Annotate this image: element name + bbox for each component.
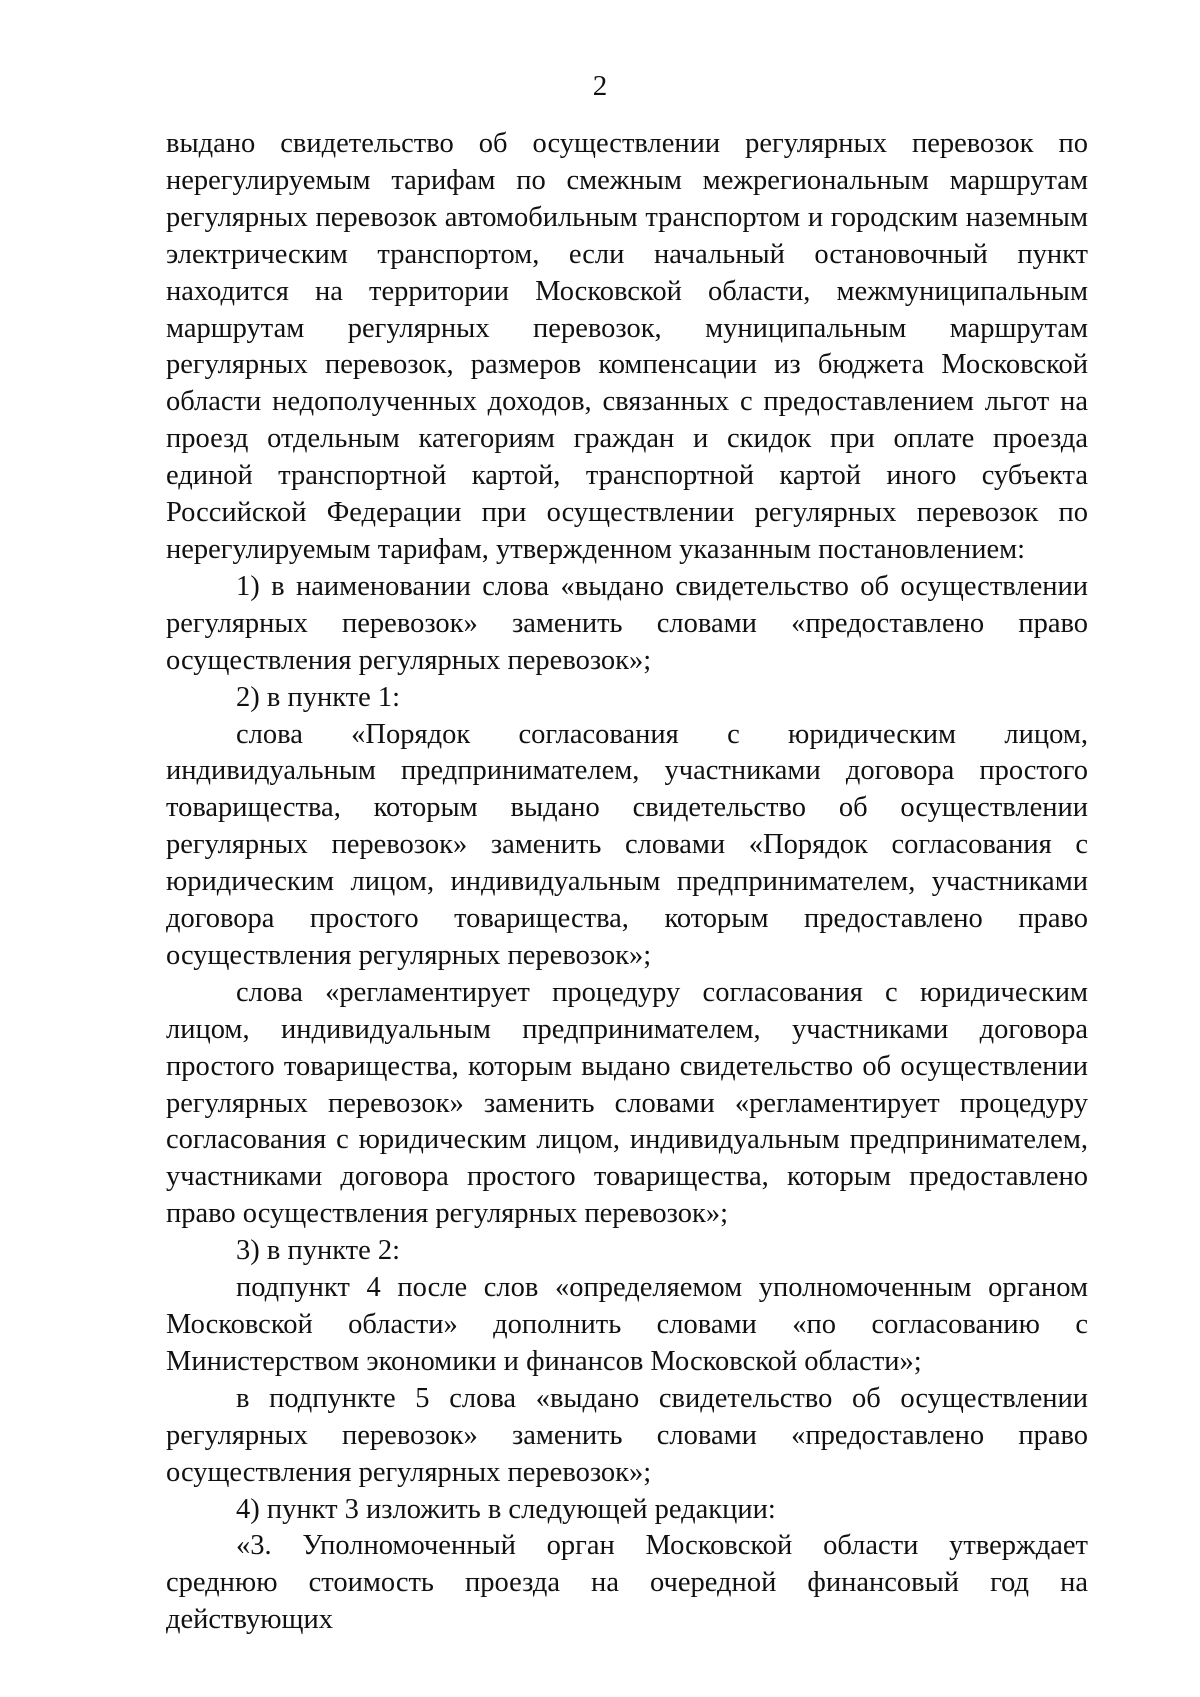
paragraph-item-4-heading: 4) пункт 3 изложить в следующей редакции: xyxy=(236,1493,776,1525)
paragraph-item-3-subpoint-5: в подпункте 5 слова «выдано свидетельство об осуществлении регулярных перевозок» заменить словами «предоставлено право осуществления регулярных перевозок»; xyxy=(166,1382,1088,1488)
paragraph-item-2-words-2: слова «регламентирует процедуру согласования с юридическим лицом, индивидуальным предпринимателем, участниками договора простого товарищества, которым выдано свидетельство об осуществлении регулярных перевозок» заменить словами «регламентирует процедуру согласования с юридическим лицом, индивидуальным предпринимателем, участниками договора простого товарищества, которым предоставлено право осуществления регулярных перевозок»; xyxy=(166,976,1088,1230)
paragraph-item-4-text: «3. Уполномоченный орган Московской области утверждает среднюю стоимость проезда на очередной финансовый год на действующих xyxy=(166,1530,1088,1636)
page-number: 2 xyxy=(592,70,608,102)
paragraph-item-3-heading: 3) в пункте 2: xyxy=(236,1235,401,1267)
paragraph-intro: выдано свидетельство об осуществлении регулярных перевозок по нерегулируемым тарифам по смежным межрегиональным маршрутам регулярных перевозок автомобильным транспортом и городским наземным электрическим транспортом, если начальный остановочный пункт находится на территории Московской области, межмуниципальным маршрутам регулярных перевозок, муниципальным маршрутам регулярных перевозок, размеров компенсации из бюджета Московской области недополученных доходов, связанных с предоставлением льгот на проезд отдельным категориям граждан и скидок при оплате проезда единой транспортной картой, транспортной картой иного субъекта Российской Федерации при осуществлении регулярных перевозок по нерегулируемым тарифам, утвержденном указанным постановлением: xyxy=(166,128,1088,565)
paragraph-item-2-heading: 2) в пункте 1: xyxy=(236,681,401,713)
document-body xyxy=(166,126,1088,1639)
paragraph-item-2-words-1: слова «Порядок согласования с юридическим лицом, индивидуальным предпринимателем, участниками договора простого товарищества, которым выдано свидетельство об осуществлении регулярных перевозок» заменить словами «Порядок согласования с юридическим лицом, индивидуальным предпринимателем, участниками договора простого товарищества, которым предоставлено право осуществления регулярных перевозок»; xyxy=(166,718,1088,971)
paragraph-item-3-subpoint-4: подпункт 4 после слов «определяемом уполномоченным органом Московской области» дополнить словами «по согласованию с Министерством экономики и финансов Московской области»; xyxy=(166,1272,1088,1377)
paragraph-item-1: 1) в наименовании слова «выдано свидетельство об осуществлении регулярных перевозок» заменить словами «предоставлено право осуществления регулярных перевозок»; xyxy=(166,570,1088,676)
